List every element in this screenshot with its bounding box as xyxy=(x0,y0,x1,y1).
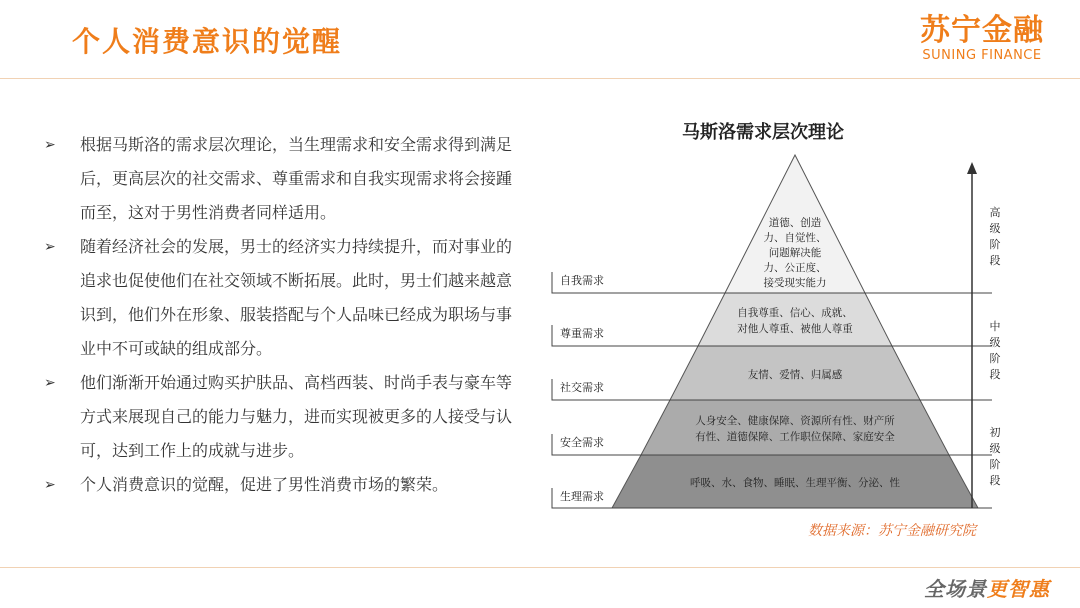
level-label-self: 自我需求 xyxy=(560,274,604,287)
data-source-note: 数据来源：苏宁金融研究院 xyxy=(808,523,976,539)
arrow-right-icon: ➢ xyxy=(44,239,56,255)
level-description-self: 力、公正度、 xyxy=(763,262,827,274)
bullet-item xyxy=(44,468,524,502)
header-divider xyxy=(0,78,1080,79)
stage-label-high: 段 xyxy=(989,254,1001,267)
stage-label-middle: 级 xyxy=(989,336,1001,349)
level-description-self: 力、自觉性、 xyxy=(763,232,827,244)
arrow-right-icon: ➢ xyxy=(44,375,56,391)
stage-label-middle: 阶 xyxy=(989,352,1001,365)
stage-label-high: 高 xyxy=(989,206,1001,219)
stage-label-initial: 段 xyxy=(989,474,1001,487)
level-label-esteem: 尊重需求 xyxy=(560,327,604,340)
level-description-safety: 有性、道德保障、工作职位保障、家庭安全 xyxy=(695,431,895,443)
level-description-self: 问题解决能 xyxy=(768,247,822,259)
brand-name-en: SUNING FINANCE xyxy=(922,48,1042,63)
slogan-accent: 更智惠 xyxy=(987,577,1050,601)
level-description-safety: 人身安全、健康保障、资源所有性、财产所 xyxy=(695,415,895,427)
stage-label-initial: 级 xyxy=(989,442,1001,455)
level-label-social: 社交需求 xyxy=(560,381,604,394)
bullet-item xyxy=(44,128,524,230)
arrow-right-icon: ➢ xyxy=(44,477,56,493)
level-description-esteem: 对他人尊重、被他人尊重 xyxy=(737,323,853,335)
footer-slogan xyxy=(924,573,1050,602)
level-safety xyxy=(641,400,949,455)
stage-label-high: 级 xyxy=(989,222,1001,235)
bullet-text: 他们渐渐开始通过购买护肤品、高档西装、时尚手表与豪车等方式来展现自己的能力与魅力，进而实现被更多的人接受与认可，达到工作上的成就与进步。 xyxy=(80,373,513,460)
level-description-esteem: 自我尊重、信心、成就、 xyxy=(737,307,853,319)
bullet-text: 个人消费意识的觉醒，促进了男性消费市场的繁荣。 xyxy=(80,475,449,494)
bullet-text: 随着经济社会的发展，男士的经济实力持续提升，而对事业的追求也促使他们在社交领域不断拓展。此时，男士们越来越意识到，他们外在形象、服装搭配与个人品味已经成为职场与事业中不可或缺的组成部分。 xyxy=(80,237,513,358)
level-label-physiological: 生理需求 xyxy=(560,490,604,503)
level-description-physiological: 呼吸、水、食物、睡眠、生理平衡、分泌、性 xyxy=(690,477,900,489)
bullet-list xyxy=(44,128,524,502)
bullet-item xyxy=(44,230,524,366)
bullet-item xyxy=(44,366,524,468)
diagram-title: 马斯洛需求层次理论 xyxy=(682,122,844,143)
level-description-social: 友情、爱情、归属感 xyxy=(747,369,843,381)
slide-header xyxy=(0,0,1080,80)
brand-logo xyxy=(920,14,1044,64)
stage-label-high: 阶 xyxy=(989,238,1001,251)
maslow-pyramid-diagram xyxy=(540,150,1020,510)
level-esteem xyxy=(698,293,892,346)
level-description-self: 接受现实能力 xyxy=(763,277,827,289)
stage-label-middle: 段 xyxy=(989,368,1001,381)
footer-divider xyxy=(0,567,1080,568)
level-label-safety: 安全需求 xyxy=(560,436,604,449)
arrow-right-icon: ➢ xyxy=(44,137,56,153)
stage-label-initial: 阶 xyxy=(989,458,1001,471)
slide-title: 个人消费意识的觉醒 xyxy=(72,25,343,58)
stage-label-middle: 中 xyxy=(989,320,1001,333)
bullet-text: 根据马斯洛的需求层次理论，当生理需求和安全需求得到满足后，更高层次的社交需求、尊重需求和自我实现需求将会接踵而至，这对于男性消费者同样适用。 xyxy=(80,135,513,222)
level-description-self: 道德、创造 xyxy=(768,217,822,229)
brand-name-cn: 苏宁金融 xyxy=(920,13,1044,48)
slogan-main: 全场景 xyxy=(924,577,987,601)
stage-label-initial: 初 xyxy=(989,426,1001,439)
arrow-up-icon xyxy=(967,162,977,174)
